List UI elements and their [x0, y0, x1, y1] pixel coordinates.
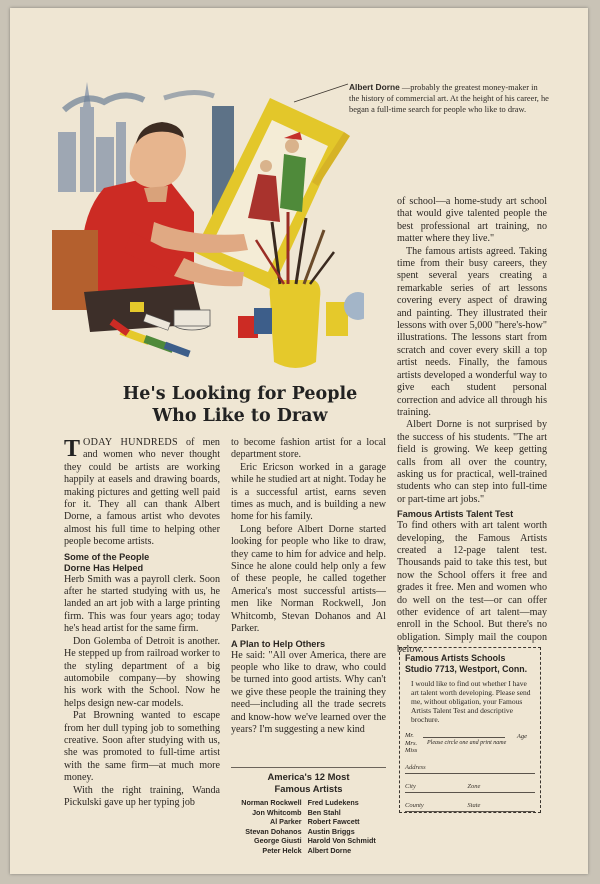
artist-name: Norman Rockwell [241, 798, 302, 807]
paragraph-wanda-pickulski: With the right training, Wanda Pickulski gave up her typing job [64, 784, 220, 808]
paragraph-talent-test: To find others with art talent worth developing, the Famous Artists created a 12-page talent test. Thousands paid to take this test, but now the School offers it free and grades it free. Men and women who do well on the test—or can offer other evidence of art talent—may enroll in the School. But there's no obligation. Simply mail the coupon below. [397, 520, 547, 656]
artist-row [238, 817, 378, 827]
artist-row [238, 846, 378, 856]
paragraph-home-study: of school—a home-study art school that would give talented people the best professional art training, no matter where they live." [397, 196, 547, 245]
coupon-heading [405, 653, 535, 674]
coupon-mrs-label: Mrs. [405, 739, 418, 747]
coupon-studio-address: Studio 7713, Westport, Conn. [405, 663, 528, 674]
intro-paragraph [64, 437, 220, 549]
coupon-miss-label: Miss [405, 747, 418, 754]
subhead-talent-test: Famous Artists Talent Test [397, 509, 514, 520]
artist-row [238, 836, 378, 846]
coupon-address-field[interactable] [405, 763, 535, 774]
artists-table [238, 798, 378, 856]
artist-name: Albert Dorne [307, 845, 352, 855]
artist-row [238, 808, 378, 818]
paragraph-fashion-artist: to become fashion artist for a local department store. [231, 437, 386, 461]
coupon-school-name: Famous Artists Schools [405, 653, 506, 663]
artist-illustration [44, 62, 364, 382]
paragraph-he-said: He said: "All over America, there are people who like to draw, who could be turned into good artists. Why can't we give these people the training they need—including all the trade secrets and know-how we've learned over the years? I'm suggesting a new kind [231, 649, 386, 735]
mail-coupon[interactable] [399, 647, 541, 813]
artist-name: Ben Stahl [307, 807, 341, 817]
artist-name: Harold Von Schmidt [307, 836, 376, 846]
coupon-county-label: County [405, 801, 424, 809]
artists-box-title [231, 771, 386, 794]
caption-text: —probably the greatest money-maker in the history of commercial art. At the height of his career, he began a full-time search for people who like to draw. [349, 83, 549, 114]
headline-line-1: He's Looking for People [122, 384, 358, 404]
coupon-city-field[interactable] [405, 782, 535, 793]
artist-name: Austin Briggs [307, 826, 355, 836]
coupon-name-field[interactable] [405, 732, 535, 755]
headline-line-2: Who Like to Draw [152, 406, 328, 426]
article-column-2 [231, 437, 386, 736]
artist-name: Peter Helck [262, 845, 302, 855]
artist-name: Al Parker [270, 817, 302, 827]
paragraph-eric-ericson: Eric Ericson worked in a garage while he studied art at night. Today he is a successful artist, earns seven times as much, and is building a new home for his family. [231, 461, 386, 523]
coupon-mr-label: Mr. [405, 732, 414, 739]
artist-name: Stevan Dohanos [245, 826, 302, 836]
artist-name: Robert Fawcett [307, 817, 360, 827]
artist-row [238, 827, 378, 837]
artist-name: Fred Ludekens [307, 798, 359, 807]
paragraph-long-before: Long before Albert Dorne started looking for people who like to draw, they came to him for advice and help. Since he alone could help only a few of these people, he called together America's most successful artists—men like Norman Rockwell, Jon Whitcomb, Stevan Dohanos and Al Parker. [231, 523, 386, 635]
coupon-county-field[interactable] [405, 801, 535, 812]
paragraph-don-golemba: Don Golemba of Detroit is another. He stepped up from railroad worker to the styling department of a big automobile company—by showing his work with the School. Now he helps design new-car models. [64, 635, 220, 709]
subhead-helped-line-1: Some of the People [64, 551, 150, 562]
subhead-plan: A Plan to Help Others [231, 638, 326, 649]
coupon-zone-label: Zone [467, 782, 481, 790]
drop-cap: T [64, 436, 81, 462]
coupon-city-label: City [405, 782, 416, 790]
paragraph-artists-agreed: The famous artists agreed. Taking time from their busy careers, they spent several years creating a remarkable series of art lessons covering every aspect of drawing and painting. They illustrated their lessons with over 5,000 "here's-how" illustrations. The lessons start from scratch and cover every skill a top artist needs. Finally, the famous artists developed a wonderful way to give each student personal correction and advice all through his training. [397, 245, 547, 418]
paragraph-not-surprised: Albert Dorne is not surprised by the success of his students. "The art field is growing. We keep getting calls from all over the country, asking us for practical, well-trained students who can step into full-time or part-time art jobs." [397, 419, 547, 505]
coupon-name-line [423, 737, 505, 738]
paragraph-herb-smith: Herb Smith was a payroll clerk. Soon after he started studying with us, he landed an art job with a large printing firm. This was four years ago; today he's head artist for the same firm. [64, 573, 220, 635]
artist-name: George Giusti [254, 836, 302, 846]
artist-name: Jon Whitcomb [252, 807, 302, 817]
paragraph-pat-browning: Pat Browning wanted to escape from her dull typing job to something creative. Soon after studying with us, she was promoted to full-time artist with the same firm—at much more money. [64, 710, 220, 784]
subhead-helped-line-2: Dorne Has Helped [64, 562, 144, 573]
headline [90, 383, 390, 427]
artists-box-title-line-1: America's 12 Most [267, 771, 350, 782]
article-column-3 [397, 196, 547, 657]
coupon-name-note: Please circle one and print name [427, 740, 507, 746]
subhead-helped [64, 552, 220, 574]
artists-box-title-line-2: Famous Artists [274, 782, 343, 794]
intro-text: of men and women who never thought they could be artists are working happily at easels and drawing boards, making pictures and getting well paid for it. They all can thank Albert Dorne, a famous artist who devotes almost his full time to helping other people become artists. [64, 437, 220, 548]
artist-row [238, 798, 378, 808]
coupon-state-label: State [467, 801, 481, 809]
illustration-caption [349, 82, 549, 115]
intro-lead-caps: ODAY HUNDREDS [83, 437, 178, 448]
caption-name: Albert Dorne [349, 82, 400, 92]
article-column-1 [64, 437, 220, 809]
coupon-body: I would like to find out whether I have art talent worth developing. Please send me, without obligation, your Famous Artists Talent Test and descriptive brochure. [411, 679, 531, 724]
coupon-age-label: Age [516, 733, 527, 740]
famous-artists-box [231, 767, 386, 856]
coupon-address-label: Address [405, 763, 426, 771]
